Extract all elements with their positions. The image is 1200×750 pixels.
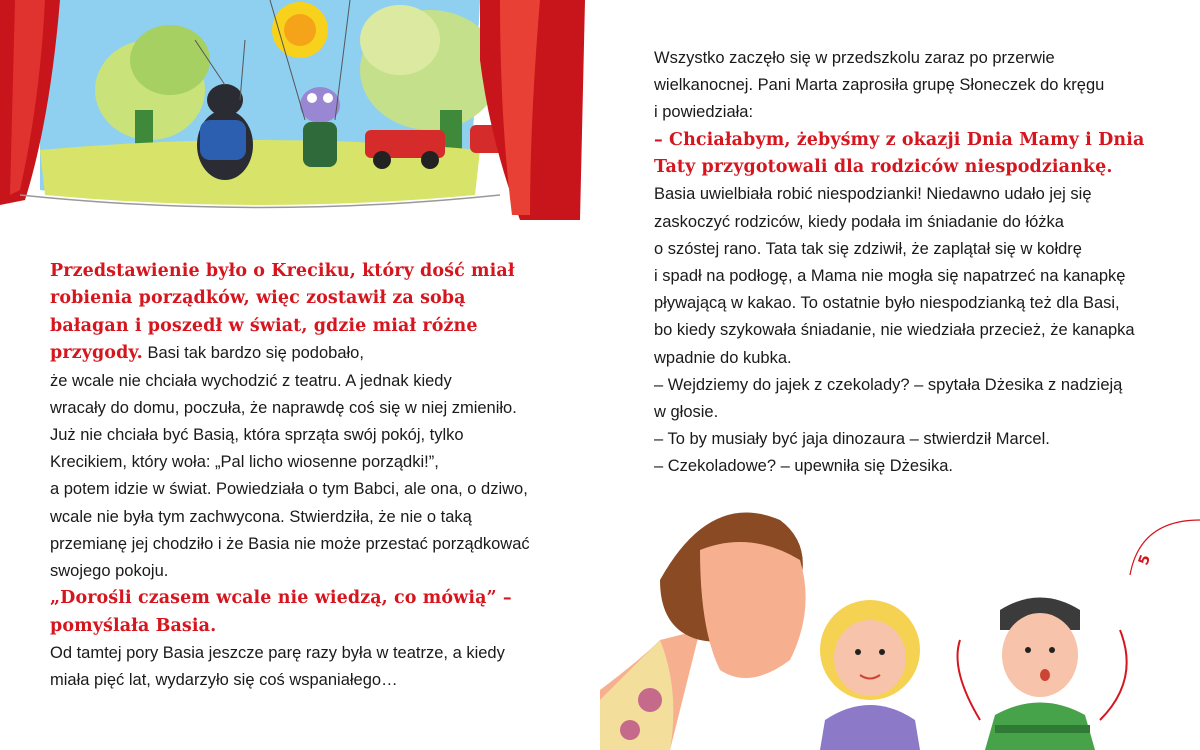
body-line: wcale nie była tym zachwycona. Stwierdziła, że nie o taką	[50, 507, 472, 526]
body-line: Krecikiem, który woła: „Pal licho wiosenne porządki!”,	[50, 453, 439, 472]
body-line: że wcale nie chciała wychodzić z teatru. A jednak kiedy	[50, 371, 452, 390]
body-line: a potem idzie w świat. Powiedziała o tym Babci, ale ona, o dziwo,	[50, 480, 528, 499]
body-line: wracały do domu, poczuła, że naprawdę coś się w niej zmieniło.	[50, 398, 517, 417]
right-page	[600, 0, 1200, 750]
red-intro-line: robienia porządków, więc zostawił za sobą	[50, 288, 466, 309]
red-intro-line: bałagan i poszedł w świat, gdzie miał różne	[50, 315, 478, 336]
quote-line: „Dorośli czasem wcale nie wiedzą, co mówią” –	[50, 588, 512, 609]
body-line: zaskoczyć rodziców, kiedy podała im śniadanie do łóżka	[654, 212, 1064, 231]
red-intro-last: przygody.	[50, 343, 143, 364]
body-line: – To by musiały być jaja dinozaura – stwierdził Marcel.	[654, 430, 1050, 449]
body-line: bo kiedy szykowała śniadanie, nie wiedziała przecież, że kanapka	[654, 321, 1135, 340]
right-paragraph	[654, 45, 1174, 481]
intro-tail: Basi tak bardzo się podobało,	[142, 344, 364, 363]
body-line: Już nie chciała być Basią, która sprząta swój pokój, tylko	[50, 426, 464, 445]
body-line: i spadł na podłogę, a Mama nie mogła się napatrzeć na kanapkę	[654, 267, 1126, 286]
body-line: – Czekoladowe? – upewniła się Dżesika.	[654, 457, 953, 476]
right-text-column	[654, 45, 1174, 481]
red-intro-closing-line	[50, 340, 570, 367]
left-text-column	[50, 258, 570, 694]
body-line: pływającą w kakao. To ostatnie było niespodzianką też dla Basi,	[654, 294, 1120, 313]
body-line: swojego pokoju.	[50, 562, 169, 581]
closing-line: miała pięć lat, wydarzyło się coś wspaniałego…	[50, 671, 398, 690]
body-line: – Wejdziemy do jajek z czekolady? – spytała Dżesika z nadzieją	[654, 375, 1123, 394]
body-line: przemianę jej chodziło i że Basia nie może przestać porządkować	[50, 534, 530, 553]
body-line: w głosie.	[654, 403, 719, 422]
puppet-theatre-illustration	[0, 0, 600, 220]
speech-line: Taty przygotowali dla rodziców niespodziankę.	[654, 157, 1113, 178]
children-illustration	[600, 490, 1160, 750]
quote-line: pomyślała Basia.	[50, 615, 217, 636]
intro-line: wielkanocnej. Pani Marta zaprosiła grupę Słoneczek do kręgu	[654, 76, 1105, 95]
closing-line: Od tamtej pory Basia jeszcze parę razy była w teatrze, a kiedy	[50, 644, 505, 663]
body-line: Basia uwielbiała robić niespodzianki! Niedawno udało jej się	[654, 185, 1092, 204]
intro-paragraph	[50, 258, 570, 694]
speech-line: – Chciałabym, żebyśmy z okazji Dnia Mamy i Dnia	[654, 129, 1145, 150]
intro-line: Wszystko zaczęło się w przedszkolu zaraz po przerwie	[654, 49, 1055, 67]
page-number: 5	[1135, 552, 1155, 568]
body-line: wpadnie do kubka.	[654, 348, 792, 367]
intro-line: i powiedziała:	[654, 103, 754, 122]
red-intro-line: Przedstawienie było o Kreciku, który dość miał	[50, 261, 515, 281]
body-line: o szóstej rano. Tata tak się zdziwił, że zaplątał się w kołdrę	[654, 239, 1082, 258]
